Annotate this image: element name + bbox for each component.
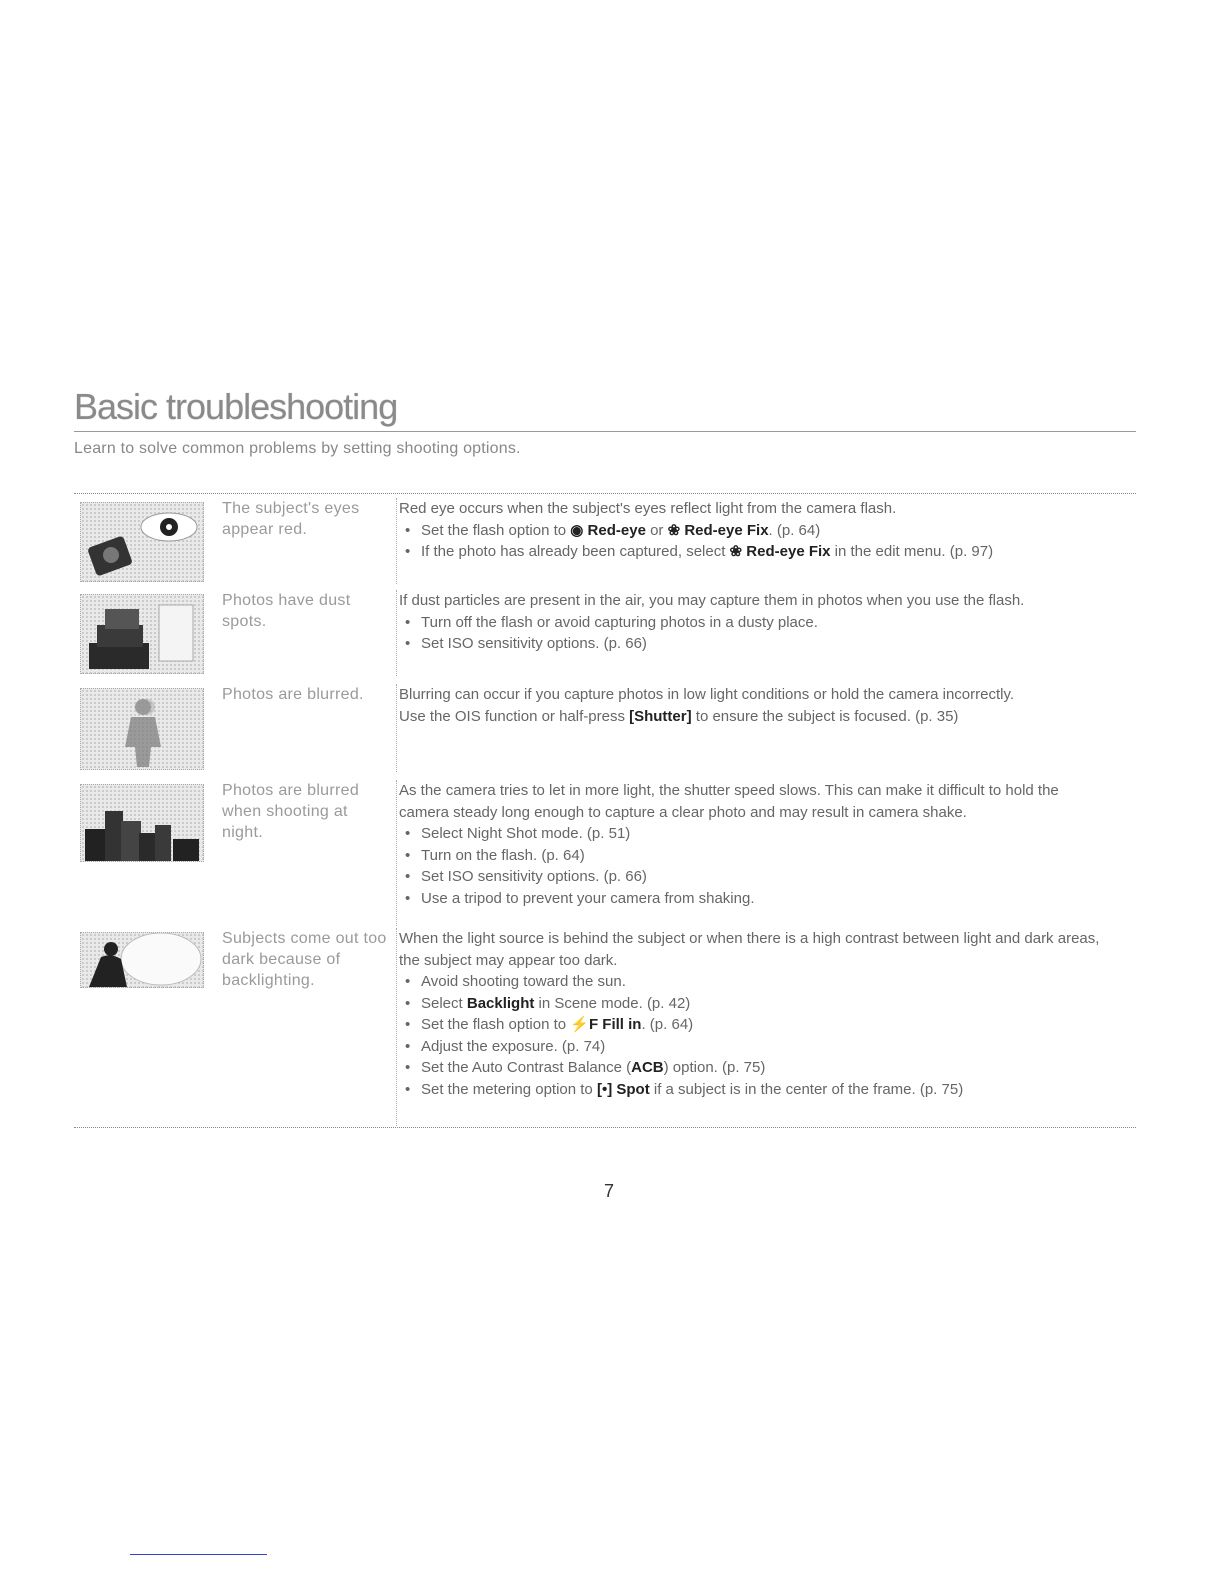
page-number: 7 — [604, 1181, 615, 1201]
solution-bullet: • Set the Auto Contrast Balance (ACB) option. (p. 75) — [399, 1057, 1109, 1079]
troubleshoot-row-red-eye — [74, 498, 1136, 584]
troubleshoot-row-blurred — [74, 684, 1136, 772]
red-eye-illustration — [80, 502, 204, 582]
problem-label: Photos are blurred when shooting at night. — [222, 782, 360, 841]
problem-label: Photos are blurred. — [222, 686, 364, 703]
solution-line: Use the OIS function or half-press [Shutter] to ensure the subject is focused. (p. 35) — [399, 707, 959, 725]
solution-bullet: • Avoid shooting toward the sun. — [399, 971, 1109, 993]
troubleshoot-row-night — [74, 780, 1136, 926]
solution-bullet: • Set the flash option to ◉ Red-eye or ❀ Red-eye Fix. (p. 64) — [399, 520, 1109, 542]
column-divider — [396, 498, 397, 584]
table-bottom-rule — [74, 1127, 1136, 1128]
solution-text — [399, 590, 1109, 655]
page-subtitle: Learn to solve common problems by setting shooting options. — [74, 440, 521, 457]
problem-label: The subject's eyes appear red. — [222, 500, 360, 538]
table-top-rule — [74, 493, 1136, 494]
solution-bullet: • Select Backlight in Scene mode. (p. 42) — [399, 993, 1109, 1015]
solution-bullet: • If the photo has already been captured, select ❀ Red-eye Fix in the edit menu. (p. 97) — [399, 541, 1109, 563]
solution-line: Blurring can occur if you capture photos in low light conditions or hold the camera incorrectly. — [399, 686, 1015, 703]
page-title: Basic troubleshooting — [74, 386, 398, 427]
blurred-person-illustration — [80, 688, 204, 770]
solution-bullet: • Set the metering option to [•] Spot if a subject is in the center of the frame. (p. 75) — [399, 1079, 1109, 1101]
solution-text — [399, 928, 1109, 1100]
solution-text — [399, 498, 1109, 563]
solution-bullet: • Set the flash option to ⚡F Fill in. (p. 64) — [399, 1014, 1109, 1036]
night-city-illustration — [80, 784, 204, 862]
solution-line: If dust particles are present in the air, you may capture them in photos when you use the flash. — [399, 592, 1025, 609]
backlight-illustration — [80, 932, 204, 988]
spot-metering-icon: [•] — [596, 1080, 613, 1098]
solution-bullet: • Turn on the flash. (p. 64) — [399, 845, 1109, 867]
column-divider — [396, 780, 397, 926]
column-divider — [396, 684, 397, 772]
problem-label: Photos have dust spots. — [222, 592, 351, 630]
fill-in-flash-icon: ⚡F — [570, 1016, 599, 1033]
footer-rule — [130, 1554, 267, 1555]
solution-line: Red eye occurs when the subject's eyes reflect light from the camera flash. — [399, 500, 897, 517]
solution-bullet: • Select Night Shot mode. (p. 51) — [399, 823, 1109, 845]
red-eye-fix-icon: ❀ — [667, 521, 681, 539]
solution-text — [399, 780, 1109, 909]
shutter-key: [Shutter] — [629, 707, 692, 725]
troubleshoot-row-dust — [74, 590, 1136, 676]
solution-bullet: • Use a tripod to prevent your camera from shaking. — [399, 888, 1109, 910]
column-divider — [396, 928, 397, 1126]
red-eye-icon: ◉ — [570, 521, 584, 539]
problem-label: Subjects come out too dark because of backlighting. — [222, 930, 387, 989]
solution-line: As the camera tries to let in more light, the shutter speed slows. This can make it difficult to hold the camera steady long enough to capture a clear photo and may result in camera shake. — [399, 782, 1059, 821]
troubleshoot-row-backlight — [74, 928, 1136, 1126]
solution-bullet: • Set ISO sensitivity options. (p. 66) — [399, 633, 1109, 655]
solution-line: When the light source is behind the subject or when there is a high contrast between light and dark areas, the subject may appear too dark. — [399, 930, 1100, 969]
dust-illustration — [80, 594, 204, 674]
solution-bullet: • Set ISO sensitivity options. (p. 66) — [399, 866, 1109, 888]
solution-bullet: • Adjust the exposure. (p. 74) — [399, 1036, 1109, 1058]
column-divider — [396, 590, 397, 676]
solution-bullet: • Turn off the flash or avoid capturing photos in a dusty place. — [399, 612, 1109, 634]
solution-text — [399, 684, 1109, 727]
title-rule — [74, 431, 1136, 432]
red-eye-fix-icon: ❀ — [729, 543, 743, 560]
